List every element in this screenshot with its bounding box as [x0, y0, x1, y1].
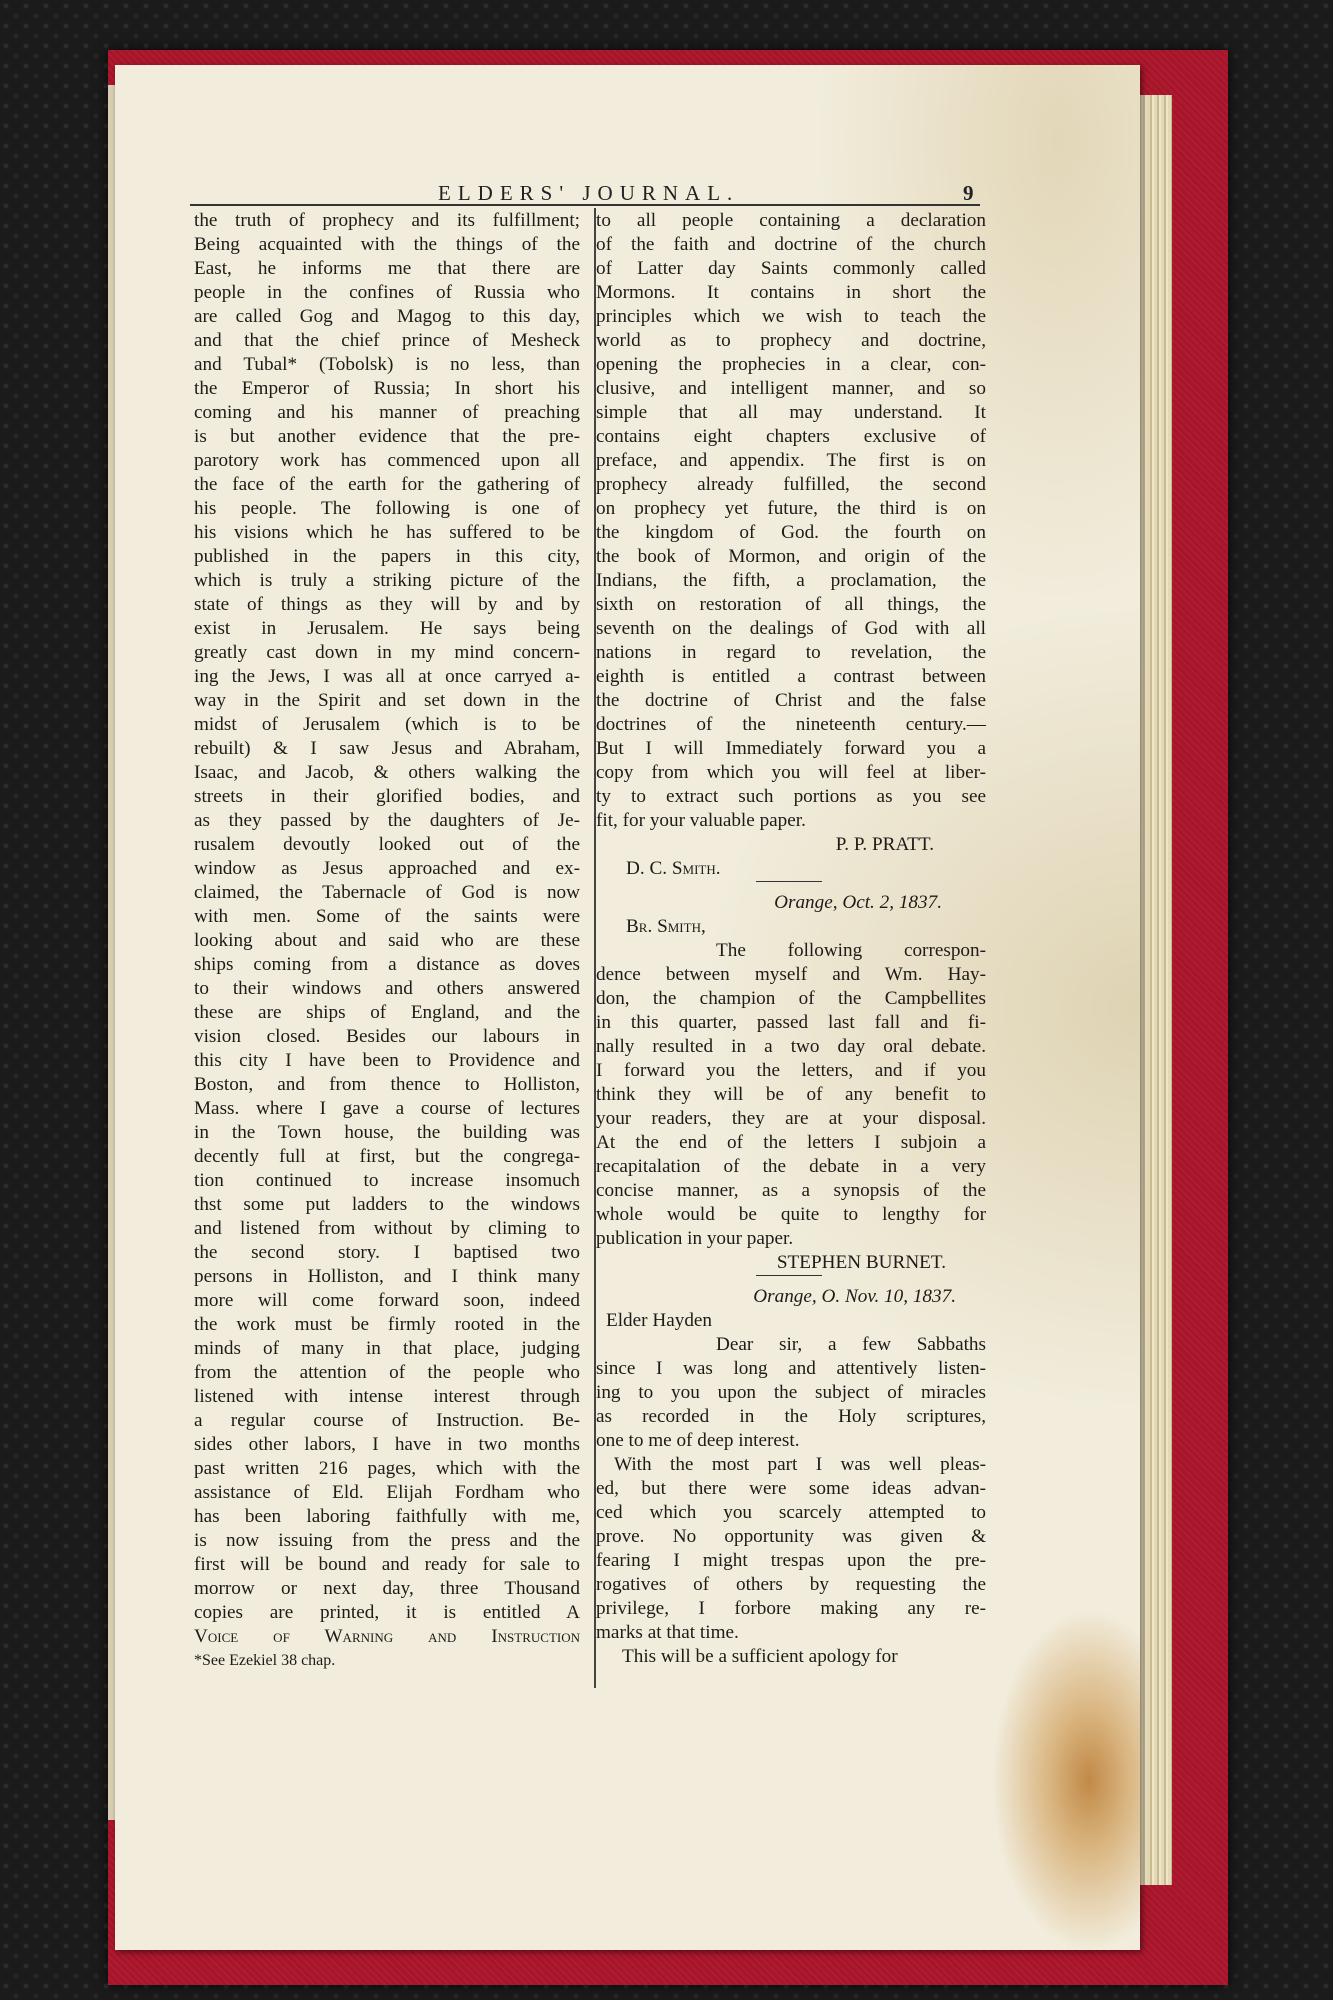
text-line: prove. No opportunity was given & [596, 1526, 986, 1547]
text-line: has been laboring faithfully with me, [194, 1506, 580, 1527]
text-line: With the most part I was well pleas- [614, 1454, 986, 1475]
text-line: is now issuing from the press and the [194, 1530, 580, 1551]
text-line: claimed, the Tabernacle of God is now [194, 882, 580, 903]
text-line: concise manner, as a synopsis of the [596, 1180, 986, 1201]
text-line: Indians, the fifth, a proclamation, the [596, 570, 986, 591]
text-line: streets in their glorified bodies, and [194, 786, 580, 807]
text-line: parotory work has commenced upon all [194, 450, 580, 471]
text-line: greatly cast down in my mind concern- [194, 642, 580, 663]
text-line: The following correspon- [716, 940, 986, 961]
hayden-letter [596, 1333, 986, 1669]
text-line: a regular course of Instruction. Be- [194, 1410, 580, 1431]
text-line: nally resulted in a two day oral debate. [596, 1036, 986, 1057]
text-line: seventh on the dealings of God with all [596, 618, 986, 639]
text-line: coming and his manner of preaching [194, 402, 580, 423]
text-line: the book of Mormon, and origin of the [596, 546, 986, 567]
text-line: But I will Immediately forward you a [596, 738, 986, 759]
text-line: looking about and said who are these [194, 930, 580, 951]
section-rule [596, 881, 986, 891]
text-line: morrow or next day, three Thousand [194, 1578, 580, 1599]
text-line: At the end of the letters I subjoin a [596, 1132, 986, 1153]
text-line: Being acquainted with the things of the [194, 234, 580, 255]
text-line: ed, but there were some ideas advan- [596, 1478, 986, 1499]
text-line: as they passed by the daughters of Je- [194, 810, 580, 831]
text-line: window as Jesus approached and ex- [194, 858, 580, 879]
text-line: sides other labors, I have in two months [194, 1434, 580, 1455]
text-line: whole would be quite to lengthy for [596, 1204, 986, 1225]
text-line: ty to extract such portions as you see [596, 786, 986, 807]
pratt-letter [596, 209, 986, 833]
text-line: the truth of prophecy and its fulfillment; [194, 210, 580, 231]
right-column [596, 209, 986, 1669]
text-line: opening the prophecies in a clear, con- [596, 354, 986, 375]
page-number: 9 [963, 181, 974, 205]
text-line: more will come forward soon, indeed [194, 1290, 580, 1311]
text-line: marks at that time. [596, 1622, 739, 1643]
text-line: tion continued to increase insomuch [194, 1170, 580, 1191]
text-line: exist in Jerusalem. He says being [194, 618, 580, 639]
text-line: this city I have been to Providence and [194, 1050, 580, 1071]
burnet-dateline: Orange, Oct. 2, 1837. [774, 892, 942, 913]
text-line: This will be a sufficient apology for [622, 1646, 898, 1667]
text-line: listened with intense interest through [194, 1386, 580, 1407]
text-line: the Emperor of Russia; In short his [194, 378, 580, 399]
text-line: copies are printed, it is entitled A [194, 1602, 580, 1623]
text-line: recapitalation of the debate in a very [596, 1156, 986, 1177]
text-line: preface, and appendix. The first is on [596, 450, 986, 471]
text-line: don, the champion of the Campbellites [596, 988, 986, 1009]
hayden-dateline: Orange, O. Nov. 10, 1837. [753, 1286, 956, 1307]
text-line: thst some put ladders to the windows [194, 1194, 580, 1215]
text-line: contains eight chapters exclusive of [596, 426, 986, 447]
text-line: in the Town house, the building was [194, 1122, 580, 1143]
pratt-addressee: D. C. Smith. [626, 858, 721, 879]
text-line: as recorded in the Holy scriptures, [596, 1406, 986, 1427]
text-line: vision closed. Besides our labours in [194, 1026, 580, 1047]
text-line: Dear sir, a few Sabbaths [716, 1334, 986, 1355]
text-line: past written 216 pages, which with the [194, 1458, 580, 1479]
text-line: copy from which you will feel at liber- [596, 762, 986, 783]
text-line: his people. The following is one of [194, 498, 580, 519]
text-line: rogatives of others by requesting the [596, 1574, 986, 1595]
text-line: I forward you the letters, and if you [596, 1060, 986, 1081]
text-line: fit, for your valuable paper. [596, 810, 806, 831]
text-line: of Latter day Saints commonly called [596, 258, 986, 279]
text-line: Voice of Warning and Instruction [194, 1626, 580, 1647]
text-line: Isaac, and Jacob, & others walking the [194, 762, 580, 783]
text-line: and listened from without by climing to [194, 1218, 580, 1239]
text-line: think they will be of any benefit to [596, 1084, 986, 1105]
text-line: East, he informs me that there are [194, 258, 580, 279]
text-line: world as to prophecy and doctrine, [596, 330, 986, 351]
text-line: principles which we wish to teach the [596, 306, 986, 327]
text-line: the doctrine of Christ and the false [596, 690, 986, 711]
running-title: ELDERS' JOURNAL. [438, 181, 740, 205]
text-line: sixth on restoration of all things, the [596, 594, 986, 615]
text-line: with men. Some of the saints were [194, 906, 580, 927]
text-line: rebuilt) & I saw Jesus and Abraham, [194, 738, 580, 759]
text-line: publication in your paper. [596, 1228, 794, 1249]
text-line: are called Gog and Magog to this day, [194, 306, 580, 327]
text-line: minds of many in that place, judging [194, 1338, 580, 1359]
text-line: simple that all may understand. It [596, 402, 986, 423]
text-line: and Tubal* (Tobolsk) is no less, than [194, 354, 580, 375]
text-line: one to me of deep interest. [596, 1430, 800, 1451]
section-rule [596, 1275, 986, 1285]
page-edges [1140, 95, 1172, 1885]
text-line: the face of the earth for the gathering of [194, 474, 580, 495]
text-line: in this quarter, passed last fall and fi- [596, 1012, 986, 1033]
text-line: privilege, I forbore making any re- [596, 1598, 986, 1619]
text-line: Boston, and from thence to Holliston, [194, 1074, 580, 1095]
text-line: midst of Jerusalem (which is to be [194, 714, 580, 735]
text-line: which is truly a striking picture of the [194, 570, 580, 591]
text-line: dence between myself and Wm. Hay- [596, 964, 986, 985]
text-line: decently full at first, but the congrega- [194, 1146, 580, 1167]
hayden-salutation: Elder Hayden [606, 1310, 713, 1331]
text-line: of the faith and doctrine of the church [596, 234, 986, 255]
footnote: *See Ezekiel 38 chap. [194, 1652, 336, 1669]
text-line: ing to you upon the subject of miracles [596, 1382, 986, 1403]
pratt-signature: P. P. PRATT. [835, 834, 934, 855]
text-line: clusive, and intelligent manner, and so [596, 378, 986, 399]
text-line: to all people containing a declaration [596, 210, 986, 231]
text-line: to their windows and others answered [194, 978, 580, 999]
text-line: since I was long and attentively listen- [596, 1358, 986, 1379]
text-line: the second story. I baptised two [194, 1242, 580, 1263]
text-line: his visions which he has suffered to be [194, 522, 580, 543]
text-line: ing the Jews, I was all at once carryed a- [194, 666, 580, 687]
burnet-salutation: Br. Smith, [626, 916, 706, 937]
text-line: and that the chief prince of Mesheck [194, 330, 580, 351]
text-line: the work must be firmly rooted in the [194, 1314, 580, 1335]
text-line: nations in regard to revelation, the [596, 642, 986, 663]
text-line: state of things as they will by and by [194, 594, 580, 615]
text-line: people in the confines of Russia who [194, 282, 580, 303]
text-line: persons in Holliston, and I think many [194, 1266, 580, 1287]
text-line: published in the papers in this city, [194, 546, 580, 567]
text-line: way in the Spirit and set down in the [194, 690, 580, 711]
left-column [194, 209, 580, 1673]
text-line: ships coming from a distance as doves [194, 954, 580, 975]
text-line: rusalem devoutly looked out of the [194, 834, 580, 855]
text-line: prophecy already fulfilled, the second [596, 474, 986, 495]
text-line: on prophecy yet future, the third is on [596, 498, 986, 519]
text-line: eighth is entitled a contrast between [596, 666, 986, 687]
text-line: from the attention of the people who [194, 1362, 580, 1383]
header-rule [190, 204, 980, 206]
text-line: assistance of Eld. Elijah Fordham who [194, 1482, 580, 1503]
text-line: is but another evidence that the pre- [194, 426, 580, 447]
text-line: fearing I might trespas upon the pre- [596, 1550, 986, 1571]
text-line: doctrines of the nineteenth century.— [596, 714, 986, 735]
text-line: ced which you scarcely attempted to [596, 1502, 986, 1523]
text-line: the kingdom of God. the fourth on [596, 522, 986, 543]
burnet-signature: STEPHEN BURNET. [776, 1252, 946, 1273]
text-line: first will be bound and ready for sale to [194, 1554, 580, 1575]
text-line: Mormons. It contains in short the [596, 282, 986, 303]
text-line: these are ships of England, and the [194, 1002, 580, 1023]
text-line: your readers, they are at your disposal. [596, 1108, 986, 1129]
burnet-letter [596, 939, 986, 1251]
text-line: Mass. where I gave a course of lectures [194, 1098, 580, 1119]
